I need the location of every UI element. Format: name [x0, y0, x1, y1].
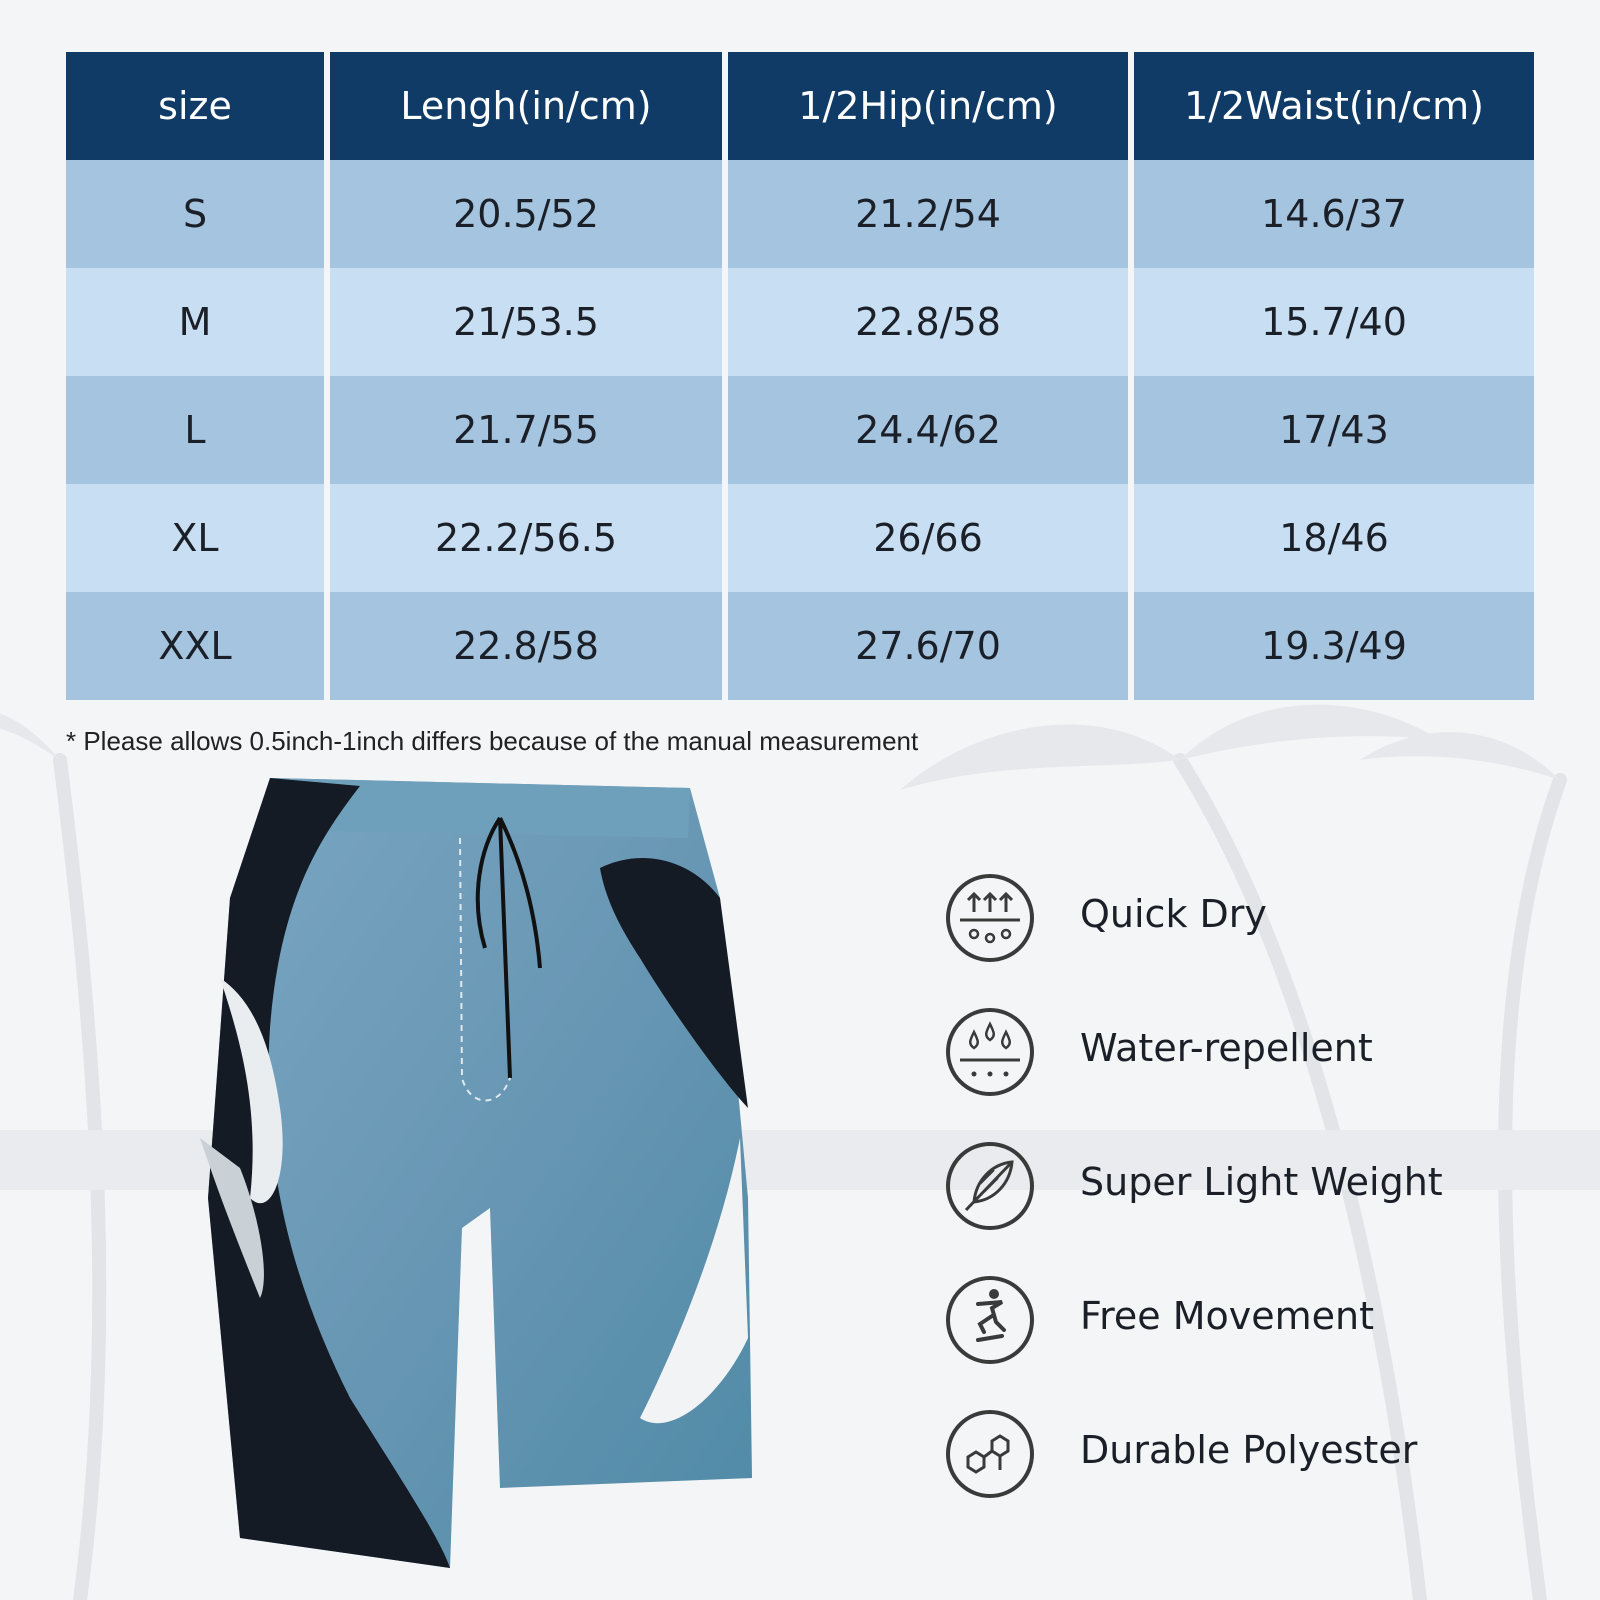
product-shorts-image	[200, 778, 770, 1578]
table-row	[66, 592, 1534, 700]
feature-free-movement	[944, 1274, 1544, 1408]
size-chart-table	[66, 52, 1534, 700]
cell-half-hip: 21.2/54	[722, 160, 1128, 268]
feature-label: Quick Dry	[1080, 892, 1267, 936]
cell-length: 22.8/58	[324, 592, 722, 700]
cell-half-waist: 15.7/40	[1128, 268, 1534, 376]
feature-water-repellent	[944, 1006, 1544, 1140]
header-half-waist: 1/2Waist(in/cm)	[1128, 52, 1534, 160]
table-row	[66, 160, 1534, 268]
cell-size: S	[66, 160, 324, 268]
cell-length: 22.2/56.5	[324, 484, 722, 592]
header-length: Lengh(in/cm)	[324, 52, 722, 160]
quick-dry-icon	[944, 872, 1036, 964]
feature-label: Super Light Weight	[1080, 1160, 1443, 1204]
cell-length: 21/53.5	[324, 268, 722, 376]
cell-half-waist: 19.3/49	[1128, 592, 1534, 700]
cell-size: L	[66, 376, 324, 484]
cell-length: 21.7/55	[324, 376, 722, 484]
water-repellent-icon	[944, 1006, 1036, 1098]
cell-half-hip: 26/66	[722, 484, 1128, 592]
cell-half-waist: 14.6/37	[1128, 160, 1534, 268]
feature-super-light-weight	[944, 1140, 1544, 1274]
cell-half-hip: 24.4/62	[722, 376, 1128, 484]
skateboarder-icon	[944, 1274, 1036, 1366]
cell-half-waist: 17/43	[1128, 376, 1534, 484]
table-row	[66, 268, 1534, 376]
table-header-row	[66, 52, 1534, 160]
header-half-hip: 1/2Hip(in/cm)	[722, 52, 1128, 160]
feature-list	[944, 872, 1544, 1542]
cell-half-hip: 22.8/58	[722, 268, 1128, 376]
molecule-icon	[944, 1408, 1036, 1500]
feather-icon	[944, 1140, 1036, 1232]
measurement-note: * Please allows 0.5inch-1inch differs because of the manual measurement	[66, 726, 919, 756]
feature-label: Water-repellent	[1080, 1026, 1373, 1070]
feature-label: Durable Polyester	[1080, 1428, 1418, 1472]
cell-size: XXL	[66, 592, 324, 700]
feature-durable-polyester	[944, 1408, 1544, 1542]
cell-size: XL	[66, 484, 324, 592]
cell-half-hip: 27.6/70	[722, 592, 1128, 700]
feature-label: Free Movement	[1080, 1294, 1374, 1338]
cell-half-waist: 18/46	[1128, 484, 1534, 592]
table-row	[66, 484, 1534, 592]
header-size: size	[66, 52, 324, 160]
cell-length: 20.5/52	[324, 160, 722, 268]
cell-size: M	[66, 268, 324, 376]
feature-quick-dry	[944, 872, 1544, 1006]
table-row	[66, 376, 1534, 484]
